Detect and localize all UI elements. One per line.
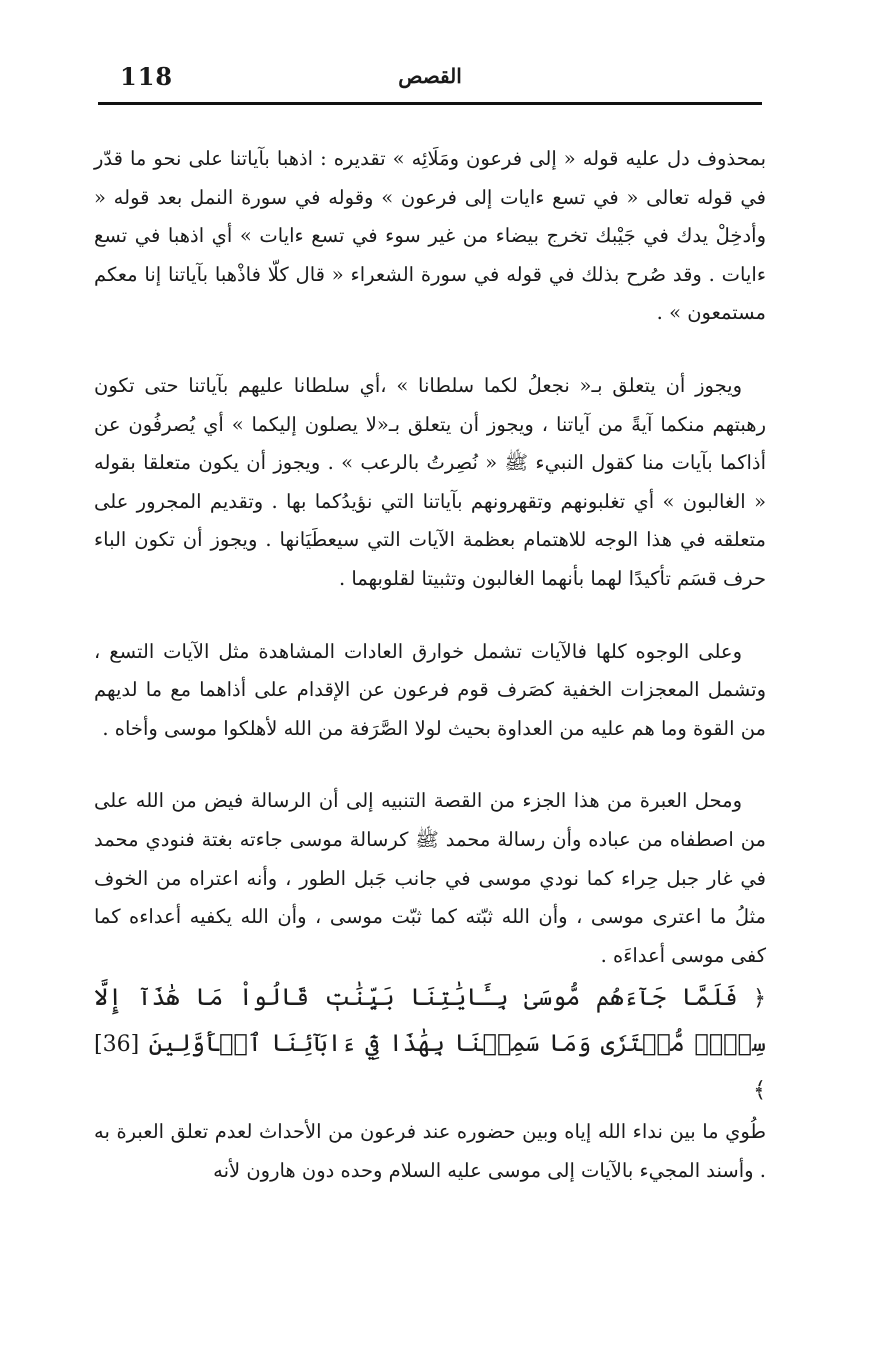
running-title: القصص [398,64,462,88]
paragraph-1: بمحذوف دل عليه قوله « إلى فرعون ومَلَائِه » تقديره : اذهبا بآياتنا على نحو ما قدّر في قوله تعالى « في تسع ءايات إلى فرعون » وقوله في سورة النمل بعد قوله « وأدخِلْ يدك في جَيْبك تخرج بيضاء من غير سوء في تسع ءايات » أي اذهبا في تسع ءايات . وقد صُرح بذلك في قوله في سورة الشعراء « قال كلّا فاذْهبا بآياتنا إنا معكم مستمعون » . [94,147,766,325]
paragraph-gap [94,599,766,633]
verse-close-bracket: ﴾ [753,1078,766,1104]
quran-verse [94,975,766,1113]
verse-text: فَلَمَّا جَآءَهُم مُّوسَىٰ بِـَٔايَٰتِنَا بَيِّنَٰتٖ قَالُواْ مَا هَٰذَآ إِلَّا سِحۡرٞ مُّفۡتَرٗى وَمَا سَمِعۡنَا بِهَٰذَا فِيٓ ءَابَآئِنَا ٱلۡأَوَّلِينَ [94,983,766,1058]
paragraph-3: وعلى الوجوه كلها فالآيات تشمل خوارق العادات المشاهدة مثل الآيات التسع ، وتشمل المعجزات الخفية كصَرف قوم فرعون عن الإقدام على أذاهما مع ما لديهم من القوة وما هم عليه من العداوة بحيث لولا الصَّرَفة من الله لأهلكوا موسى وأخاه . [94,639,766,740]
header-rule [98,102,762,105]
paragraph-gap [94,333,766,367]
page-body [94,140,766,1190]
verse-open-bracket: ﴿ [753,986,766,1012]
paragraph-4: ومحل العبرة من هذا الجزء من القصة التنبيه إلى أن الرسالة فيض من الله على من اصطفاه من عباده وأن رسالة محمد ﷺ كرسالة موسى جاءته بغتة فنودي محمد في غار جبل حِراء كما نودي موسى في جانب جَبل الطور ، وأنه اعتراه من الخوف مثلُ ما اعترى موسى ، وأن الله ثبّته كما ثبّت موسى ، وأن الله يكفيه أعداءه كما كفى موسى أعداءَه . [94,789,766,967]
paragraph-gap [94,748,766,782]
paragraph-2: ويجوز أن يتعلق بـ« نجعلُ لكما سلطانا » ،أي سلطانا عليهم بآياتنا حتى تكون رهبتهم منكما آيةً من آياتنا ، ويجوز أن يتعلق بـ«لا يصلون إليكما » أي يُصرفُون عن أذاكما بآيات منا كقول النبيء ﷺ « نُصِرتُ بالرعب » . ويجوز أن يكون متعلقا بقوله « الغالبون » أي تغلبونهم وتقهرونهم بآياتنا التي نؤيدُكما بها . وتقديم المجرور على متعلقه في هذا الوجه للاهتمام بعظمة الآيات التي سيعطَيَانها . ويجوز أن تكون الباء حرف قسَم تأكيدًا لهما بأنهما الغالبون وتثبيتا لقلوبهما . [94,373,766,590]
paragraph-5: طُوي ما بين نداء الله إياه وبين حضوره عند فرعون من الأحداث لعدم تعلق العبرة به . وأسند المجيء بالآيات إلى موسى عليه السلام وحده دون هارون لأنه [94,1120,766,1182]
page-header [98,60,762,96]
verse-number: [36] [94,1032,140,1058]
page-number: 118 [120,62,174,91]
